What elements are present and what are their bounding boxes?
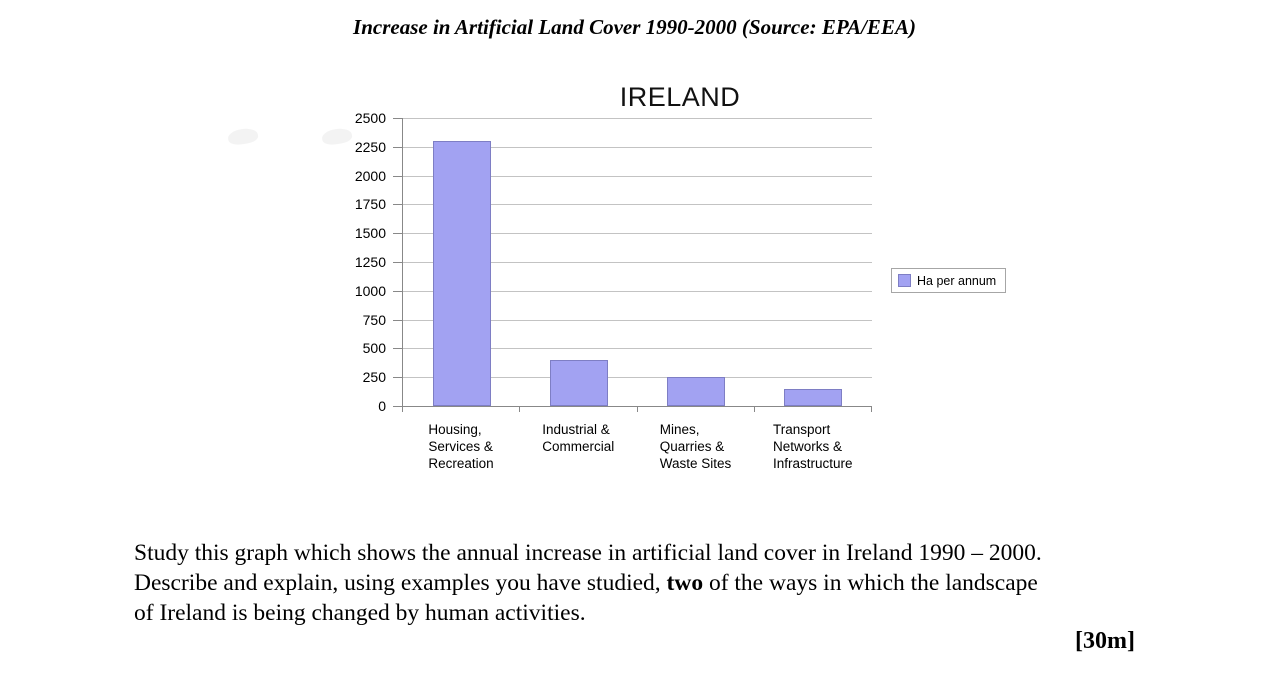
x-axis-label-line: Transport [772,422,831,437]
x-axis-label-line: Industrial & [542,422,610,437]
scan-smudge [227,127,259,146]
question-line-3: of Ireland is being changed by human activities. [134,600,586,626]
x-axis-tick [637,407,638,412]
y-axis-label: 250 [362,369,386,386]
plot-area [402,118,872,407]
question-line-2-end: of the ways in which the landscape [703,570,1038,596]
question-line-1: Study this graph which shows the annual increase in artificial land cover in Ireland 1990 – 2000. [134,540,1042,566]
legend [891,268,1006,293]
y-axis-label: 1750 [354,196,386,213]
gridline [403,118,872,119]
question-line [134,538,1144,568]
x-axis-label-line: Networks & [772,439,843,454]
chart-title: IRELAND [619,82,741,112]
y-axis-label: 2500 [354,110,386,126]
x-axis-label-line: Waste Sites [659,456,732,471]
marks-label: [30m] [1075,628,1135,654]
y-axis-label: 1500 [354,225,386,242]
x-axis-category [637,421,755,473]
x-axis-label [773,421,853,472]
x-axis-category [402,421,520,473]
bar [433,141,491,406]
y-axis-label: 500 [362,340,386,357]
document-title: Increase in Artificial Land Cover 1990-2000 (Source: EPA/EEA) [353,15,916,39]
y-axis-label: 2000 [354,167,386,184]
question-text [134,538,1144,628]
bar [550,360,608,406]
legend-swatch-icon [898,274,911,287]
y-axis-label: 750 [362,311,386,328]
x-axis-label-line: Recreation [428,456,494,471]
x-axis-label-line: Mines, [659,422,700,437]
x-axis-tick [519,407,520,412]
bar [667,377,725,406]
x-axis-category [754,421,872,473]
x-axis-label-line: Quarries & [659,439,725,454]
y-axis-label: 0 [378,398,386,414]
x-axis-label-line: Housing, [428,422,482,437]
bar [784,389,842,406]
question-bold-word: two [666,570,704,596]
x-axis-label [428,421,493,472]
x-axis-tick [871,407,872,412]
y-axis-label: 1000 [354,282,386,299]
x-axis-category [519,421,637,456]
question-line [134,568,1144,598]
y-axis-label: 2250 [354,138,386,155]
question-line [134,598,1144,628]
x-axis-tick [402,407,403,412]
legend-label: Ha per annum [917,273,997,288]
x-axis-label-line: Commercial [542,439,615,454]
x-axis-tick [754,407,755,412]
x-axis-label [542,421,614,455]
question-line-2-start: Describe and explain, using examples you have studied, [134,570,667,596]
y-axis-label: 1250 [354,254,386,270]
x-axis-label-line: Services & [428,439,493,454]
x-axis-label-line: Infrastructure [772,456,853,471]
x-axis-label [660,421,732,472]
